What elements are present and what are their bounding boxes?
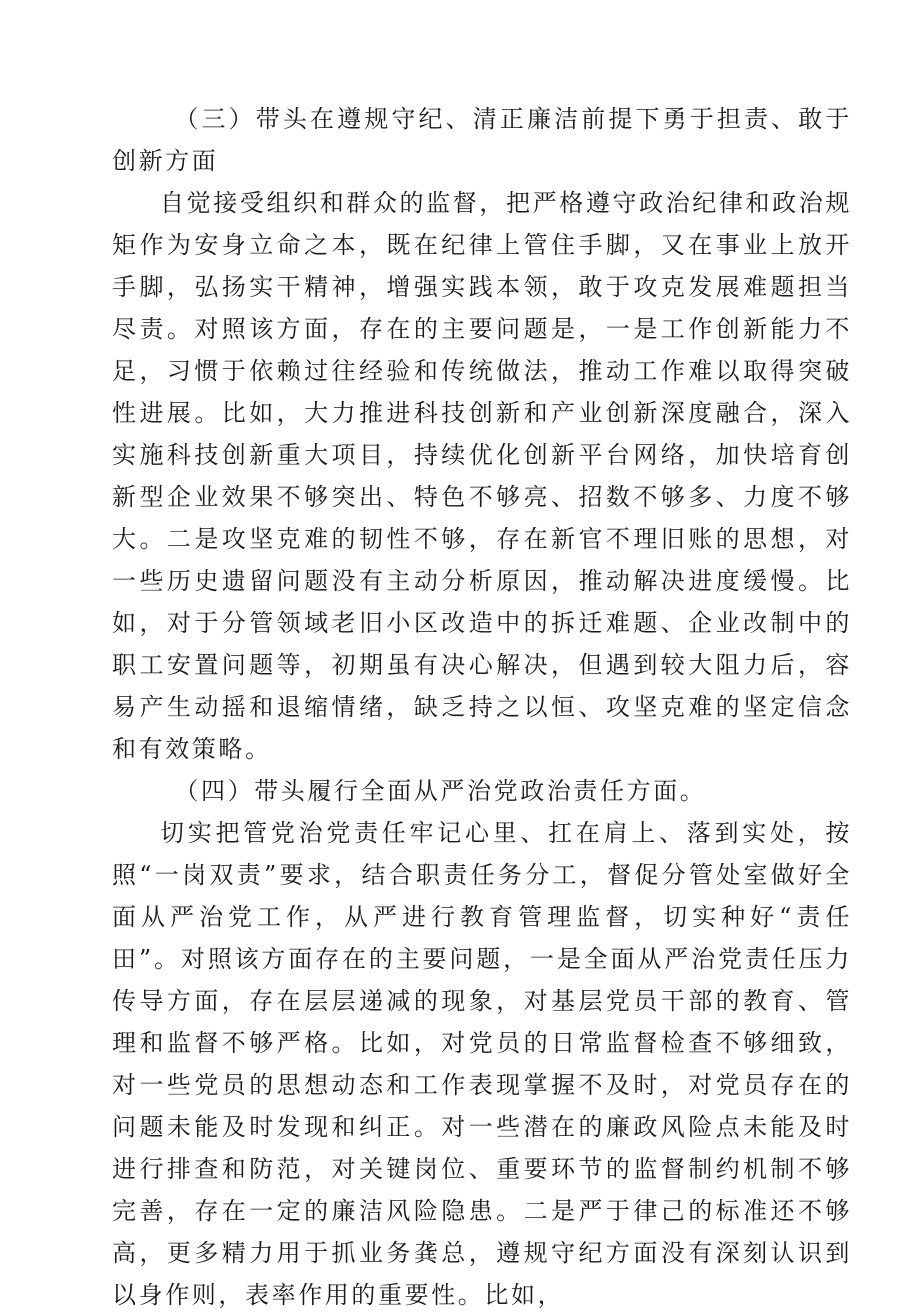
document-body — [112, 98, 852, 1316]
section-paragraph-4: 切实把管党治党责任牢记心里、扛在肩上、落到实处，按照“一岗双责”要求，结合职责任务分工，督促分管处室做好全面从严治党工作，从严进行教育管理监督，切实种好“责任田”。对照该方面存在的主要问题，一是全面从严治党责任压力传导方面，存在层层递减的现象，对基层党员干部的教育、管理和监督不够严格。比如，对党员的日常监督检查不够细致，对一些党员的思想动态和工作表现掌握不及时，对党员存在的问题未能及时发现和纠正。对一些潜在的廉政风险点未能及时进行排查和防范，对关键岗位、重要环节的监督制约机制不够完善，存在一定的廉洁风险隐患。二是严于律己的标准还不够高，更多精力用于抓业务龚总，遵规守纪方面没有深刻认识到以身作则，表率作用的重要性。比如， — [112, 819, 852, 1309]
section-heading-3: （三）带头在遵规守纪、清正廉洁前提下勇于担责、敢于创新方面 — [112, 105, 852, 175]
section-paragraph-3: 自觉接受组织和群众的监督，把严格遵守政治纪律和政治规矩作为安身立命之本，既在纪律上管住手脚，又在事业上放开手脚，弘扬实干精神，增强实践本领，敢于攻克发展难题担当尽责。对照该方面，存在的主要问题是，一是工作创新能力不足，习惯于依赖过往经验和传统做法，推动工作难以取得突破性进展。比如，大力推进科技创新和产业创新深度融合，深入实施科技创新重大项目，持续优化创新平台网络，加快培育创新型企业效果不够突出、特色不够亮、招数不够多、力度不够大。二是攻坚克难的韧性不够，存在新官不理旧账的思想，对一些历史遗留问题没有主动分析原因，推动解决进度缓慢。比如，对于分管领域老旧小区改造中的拆迁难题、企业改制中的职工安置问题等，初期虽有决心解决，但遇到较大阻力后，容易产生动摇和退缩情绪，缺乏持之以恒、攻坚克难的坚定信念和有效策略。 — [112, 189, 852, 763]
section-heading-4: （四）带头履行全面从严治党政治责任方面。 — [174, 777, 707, 805]
